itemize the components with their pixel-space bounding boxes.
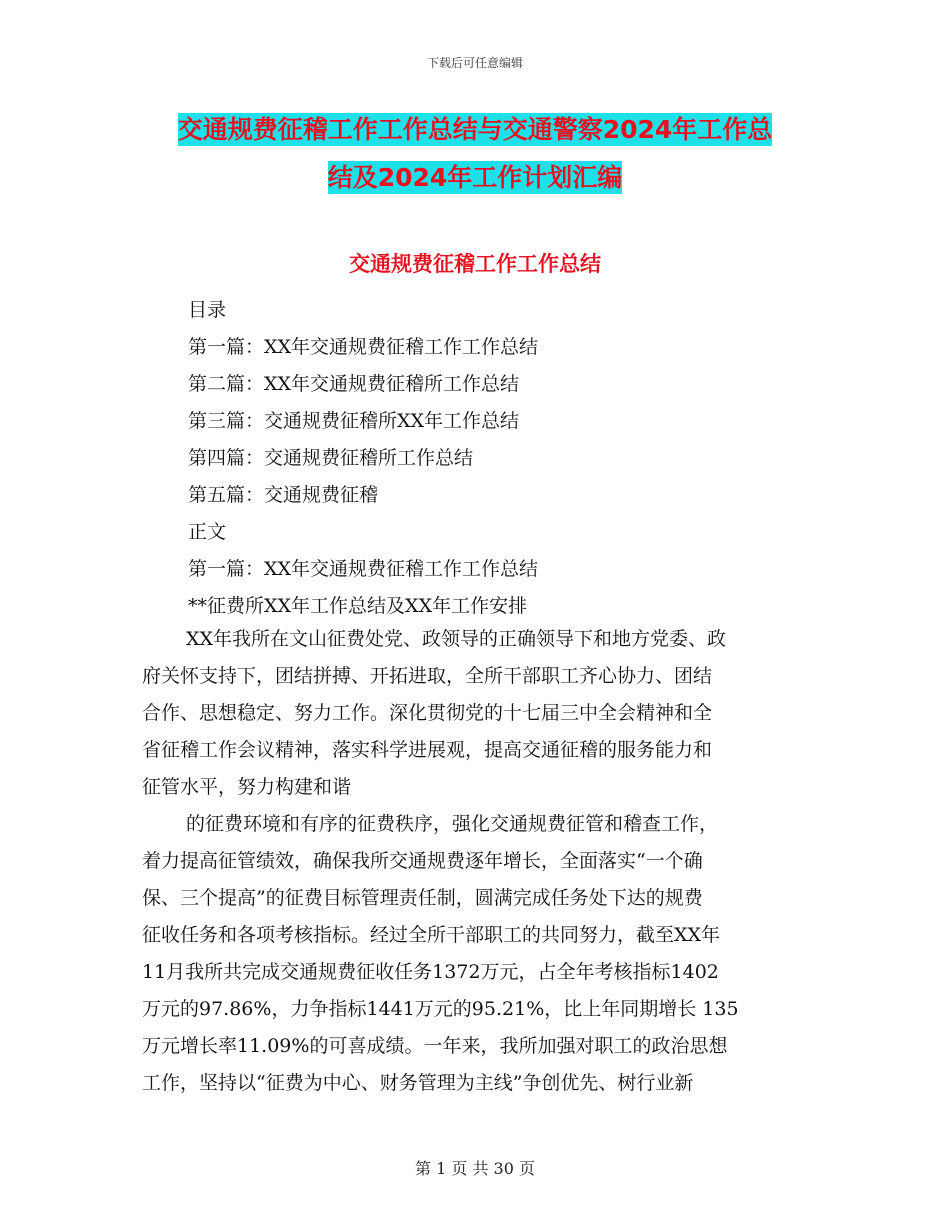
toc-heading: 目录 bbox=[188, 299, 227, 321]
text-line: XX年我所在文山征费处党、政领导的正确领导下和地方党委、政 bbox=[186, 628, 727, 650]
section-title: 交通规费征稽工作工作总结 bbox=[349, 252, 601, 276]
text-line: 11月我所共完成交通规费征收任务1372万元，占全年考核指标1402 bbox=[142, 961, 719, 983]
document-title bbox=[140, 106, 810, 202]
text-line: 保、三个提高”的征费目标管理责任制，圆满完成任务处下达的规费 bbox=[142, 887, 703, 909]
text-line: 万元增长率11.09%的可喜成绩。一年来，我所加强对职工的政治思想 bbox=[142, 1035, 728, 1057]
document-title-line-1: 交通规费征稽工作工作总结与交通警察2024年工作总 bbox=[177, 115, 773, 144]
body-heading: 正文 bbox=[188, 521, 227, 543]
text-line: 着力提高征管绩效，确保我所交通规费逐年增长，全面落实“一个确 bbox=[142, 850, 703, 872]
paragraph-2 bbox=[142, 806, 810, 1102]
toc-item: 第五篇：交通规费征稽 bbox=[188, 484, 379, 506]
toc-item: 第一篇：XX年交通规费征稽工作工作总结 bbox=[188, 336, 539, 358]
toc-item: 第三篇：交通规费征稽所XX年工作总结 bbox=[188, 410, 520, 432]
chapter-heading: 第一篇：XX年交通规费征稽工作工作总结 bbox=[188, 558, 539, 580]
text-line: 合作、思想稳定、努力工作。深化贯彻党的十七届三中全会精神和全 bbox=[142, 702, 713, 724]
page-footer: 第 1 页 共 30 页 bbox=[415, 1159, 535, 1178]
text-line: 的征费环境和有序的征费秩序，强化交通规费征管和稽查工作， bbox=[186, 813, 719, 835]
toc-item: 第二篇：XX年交通规费征稽所工作总结 bbox=[188, 373, 520, 395]
body-text bbox=[142, 621, 810, 1102]
document-title-line-2: 结及2024年工作计划汇编 bbox=[327, 163, 623, 192]
text-line: 万元的97.86%，力争指标1441万元的95.21%，比上年同期增长 135 bbox=[142, 998, 739, 1020]
table-of-contents bbox=[188, 292, 828, 625]
text-line: 征管水平，努力构建和谐 bbox=[142, 776, 352, 798]
text-line: 工作，坚持以“征费为中心、财务管理为主线”争创优先、树行业新 bbox=[142, 1072, 694, 1094]
report-subtitle: **征费所XX年工作总结及XX年工作安排 bbox=[188, 595, 528, 617]
header-note: 下载后可任意编辑 bbox=[426, 56, 523, 70]
toc-item: 第四篇：交通规费征稽所工作总结 bbox=[188, 447, 474, 469]
paragraph-1 bbox=[142, 621, 810, 806]
text-line: 省征稽工作会议精神，落实科学进展观，提高交通征稽的服务能力和 bbox=[142, 739, 713, 761]
text-line: 府关怀支持下，团结拼搏、开拓进取，全所干部职工齐心协力、团结 bbox=[142, 665, 713, 687]
text-line: 征收任务和各项考核指标。经过全所干部职工的共同努力，截至XX年 bbox=[142, 924, 721, 946]
